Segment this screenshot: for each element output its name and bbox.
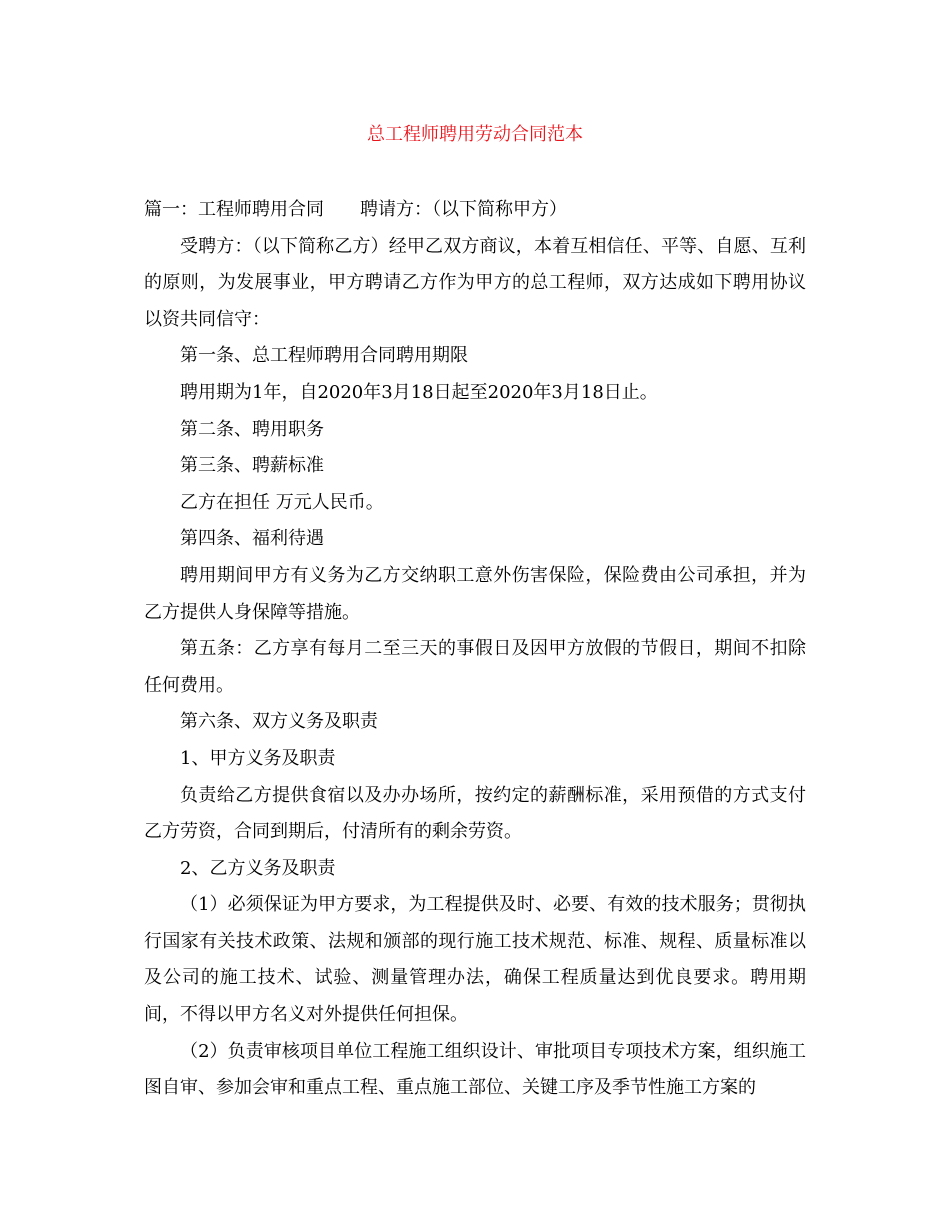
paragraph: 第四条、福利待遇 (180, 528, 324, 550)
paragraph: 第五条：乙方享有每月二至三天的事假日及因甲方放假的节假日，期间不扣除任何费用。 (144, 638, 806, 696)
paragraph: 篇一：工程师聘用合同 聘请方：（以下简称甲方） (144, 199, 567, 220)
document-title: 总工程师聘用劳动合同范本 (367, 124, 583, 145)
paragraph: 乙方在担任 万元人民币。 (180, 491, 384, 513)
document-body (144, 192, 806, 1107)
paragraph: （2）负责审核项目单位工程施工组织设计、审批项目专项技术方案，组织施工图自审、参加会审和重点工程、重点施工部位、关键工序及季节性施工方案的 (144, 1040, 806, 1099)
paragraph: 第二条、聘用职务 (180, 418, 324, 440)
paragraph: 聘用期为1年，自2020年3月18日起至2020年3月18日止。 (180, 381, 658, 403)
paragraph: 第三条、聘薪标准 (180, 455, 324, 477)
paragraph: 1、甲方义务及职责 (180, 747, 336, 769)
paragraph: 2、乙方义务及职责 (180, 857, 336, 879)
paragraph: 第六条、双方义务及职责 (180, 711, 378, 733)
paragraph: 受聘方：（以下简称乙方）经甲乙双方商议，本着互相信任、平等、自愿、互利的原则，为发展事业，甲方聘请乙方作为甲方的总工程师，双方达成如下聘用协议以资共同信守： (144, 235, 806, 330)
paragraph: 聘用期间甲方有义务为乙方交纳职工意外伤害保险，保险费由公司承担，并为乙方提供人身保障等措施。 (144, 564, 806, 623)
paragraph: 第一条、总工程师聘用合同聘用期限 (180, 345, 468, 367)
paragraph: （1）必须保证为甲方要求，为工程提供及时、必要、有效的技术服务；贯彻执行国家有关技术政策、法规和颁部的现行施工技术规范、标准、规程、质量标准以及公司的施工技术、试验、测量管理办法，确保工程质量达到优良要求。聘用期间，不得以甲方名义对外提供任何担保。 (144, 894, 806, 1026)
paragraph: 负责给乙方提供食宿以及办办场所，按约定的薪酬标准，采用预借的方式支付乙方劳资，合同到期后，付清所有的剩余劳资。 (144, 784, 806, 843)
